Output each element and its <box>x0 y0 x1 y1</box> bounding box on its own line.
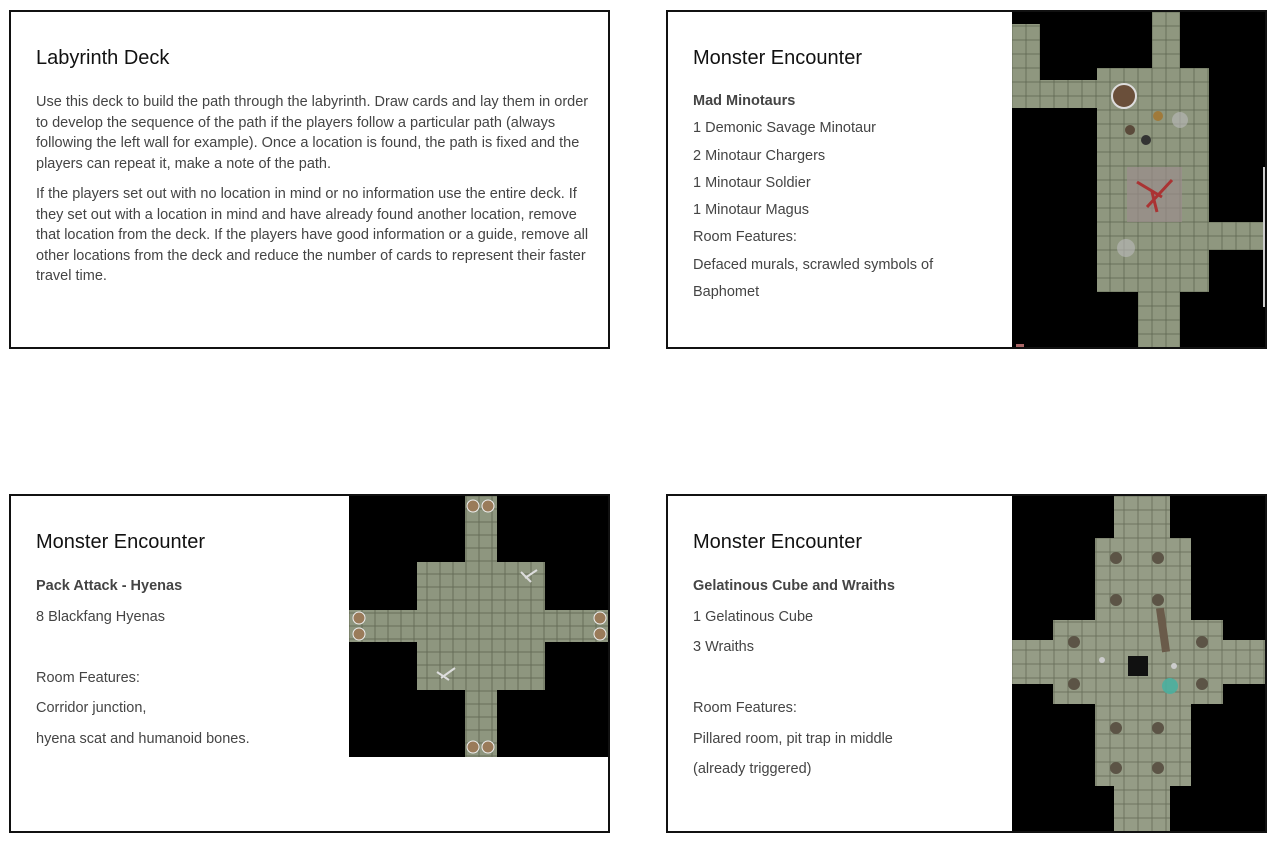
encounter-heading: Pack Attack - Hyenas <box>36 578 183 594</box>
list-item: Pillared room, pit trap in middle <box>693 730 893 747</box>
encounter-heading: Gelatinous Cube and Wraiths <box>693 578 895 594</box>
encounter-list <box>693 91 993 309</box>
list-item: Room Features: <box>693 229 797 246</box>
list-item: Corridor junction, <box>36 700 147 716</box>
minotaur-encounter-card <box>666 10 1267 349</box>
list-item <box>36 637 336 668</box>
encounter-heading: Mad Minotaurs <box>693 93 796 109</box>
labyrinth-deck-card <box>9 10 610 349</box>
minotaur-room-map-icon <box>1012 12 1267 349</box>
list-item <box>693 668 993 699</box>
list-item: 1 Minotaur Magus <box>693 202 810 219</box>
list-item: Defaced murals, scrawled symbols of <box>693 256 934 273</box>
card-paragraph: If the players set out with no location in mind or no information use the entire deck. If they set out with a location in mind and have already found another location, remove that location from the deck. If the players have good information or a guide, remove all other locations from the deck and reduce the number of cards to represent their faster travel time. <box>36 186 589 284</box>
list-item: hyena scat and humanoid bones. <box>36 730 250 747</box>
list-item: 1 Gelatinous Cube <box>693 608 814 625</box>
list-item: Baphomet <box>693 284 760 301</box>
list-item: 3 Wraiths <box>693 639 754 655</box>
list-item: 1 Demonic Savage Minotaur <box>693 120 876 137</box>
card-paragraph: Use this deck to build the path through the labyrinth. Draw cards and lay them in order to develop the sequence of the path if the players follow a particular path (always following the left wall for example). Once a location is found, the path is fixed and the players can repeat it, make a note of the path. <box>36 94 589 172</box>
cube-wraiths-encounter-card <box>666 494 1267 833</box>
list-item: 8 Blackfang Hyenas <box>36 608 165 625</box>
list-item: 1 Minotaur Soldier <box>693 174 811 191</box>
encounter-list <box>36 576 336 759</box>
encounter-list <box>693 576 993 790</box>
card-title: Monster Encounter <box>693 531 862 553</box>
list-item: Room Features: <box>693 700 797 716</box>
card-title: Labyrinth Deck <box>36 47 170 69</box>
hyena-junction-map-icon <box>349 496 610 757</box>
hyena-encounter-card <box>9 494 610 833</box>
card-title: Monster Encounter <box>693 47 862 69</box>
pillared-room-map-icon <box>1012 496 1267 833</box>
list-item: (already triggered) <box>693 761 812 777</box>
card-title: Monster Encounter <box>36 531 205 553</box>
list-item: 2 Minotaur Chargers <box>693 147 826 164</box>
list-item: Room Features: <box>36 669 140 686</box>
